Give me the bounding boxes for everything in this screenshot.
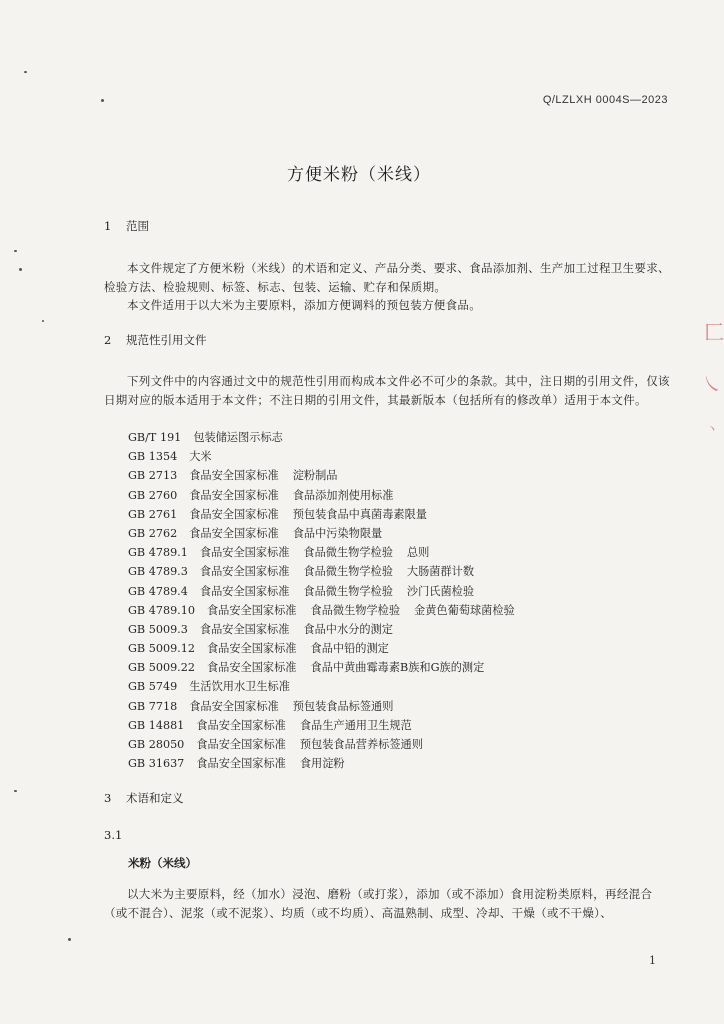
- reference-item: [128, 447, 515, 466]
- section-heading: [104, 218, 149, 234]
- reference-title: 包装储运图示标志: [193, 431, 283, 444]
- reference-item: [128, 486, 515, 505]
- reference-subtitle: 预包装食品中真菌毒素限量: [292, 507, 427, 521]
- reference-title: 大米: [189, 450, 212, 464]
- section-number: 1: [104, 219, 112, 233]
- reference-code: GB 4789.3: [128, 565, 188, 579]
- reference-item: [128, 716, 515, 735]
- reference-code: GB 2761: [128, 507, 178, 521]
- reference-title: 食品安全国家标准: [199, 565, 290, 579]
- reference-title: 食品安全国家标准: [189, 699, 279, 713]
- reference-code: GB 1354: [128, 450, 178, 464]
- reference-item: [128, 543, 515, 562]
- reference-code: GB 31637: [128, 757, 185, 771]
- term-title: 米粉（米线）: [128, 856, 197, 870]
- paragraph: 以大米为主要原料，经（加水）浸泡、磨粉（或打浆），添加（或不添加）食用淀粉类原料，再经混合（或不混合）、泥浆（或不泥浆）、均质（或不均质）、高温熟制、成型、冷却、干燥（或不干燥）、: [104, 887, 653, 920]
- subsection-number: 3.1: [104, 828, 123, 842]
- reference-item: [128, 524, 515, 543]
- section-title: 范围: [126, 219, 149, 233]
- section-number: 2: [104, 333, 112, 347]
- reference-item: [128, 639, 515, 658]
- scan-speck: [14, 790, 17, 792]
- reference-item: [128, 582, 515, 601]
- reference-title: 食品安全国家标准: [199, 546, 290, 560]
- reference-subtitle: 预包装食品标签通则: [292, 699, 394, 713]
- reference-subtitle: 食品微生物学检验: [310, 603, 401, 617]
- reference-code: GB 5009.22: [128, 661, 195, 675]
- reference-title: 食品安全国家标准: [196, 757, 286, 771]
- stamp-mark: 丶: [706, 422, 719, 436]
- reference-item: [128, 466, 515, 485]
- reference-subtitle: 食品微生物学检验: [303, 546, 393, 560]
- reference-subtitle: 食品微生物学检验: [303, 565, 393, 579]
- document-code: Q/LZLXH 0004S—2023: [542, 94, 668, 106]
- stamp-mark: 匚: [704, 320, 724, 344]
- section-heading: [104, 332, 207, 348]
- reference-subtitle: 食品生产通用卫生规范: [299, 718, 412, 732]
- reference-subtitle: 大肠菌群计数: [406, 565, 475, 579]
- reference-subtitle: 淀粉制品: [292, 469, 338, 483]
- reference-code: GB 7718: [128, 699, 178, 713]
- reference-code: GB/T 191: [128, 431, 182, 444]
- reference-subtitle: 总则: [406, 546, 430, 560]
- section-number: 3: [104, 791, 112, 805]
- reference-code: GB 4789.1: [128, 546, 188, 560]
- reference-title: 食品安全国家标准: [189, 469, 279, 483]
- reference-code: GB 14881: [128, 718, 185, 732]
- reference-item: [128, 601, 515, 620]
- reference-title: 食品安全国家标准: [206, 661, 297, 675]
- section-title: 术语和定义: [126, 791, 184, 805]
- reference-title: 食品安全国家标准: [196, 738, 286, 751]
- reference-title: 食品安全国家标准: [189, 488, 279, 502]
- paragraph: 本文件规定了方便米粉（米线）的术语和定义、产品分类、要求、食品添加剂、生产加工过程卫生要求、检验方法、检验规则、标签、标志、包装、运输、贮存和保质期。: [104, 261, 670, 294]
- reference-subtitle: 食品中污染物限量: [292, 526, 383, 540]
- reference-subtitle: 食品中铅的测定: [310, 642, 389, 656]
- reference-code: GB 5009.12: [128, 642, 195, 656]
- scan-speck: [101, 99, 104, 102]
- reference-code: GB 28050: [128, 738, 185, 751]
- reference-title: 食品安全国家标准: [199, 584, 290, 598]
- reference-title: 食品安全国家标准: [199, 622, 290, 636]
- reference-subtitle: 预包装食品营养标签通则: [299, 738, 423, 751]
- reference-subtitle: 食品中黄曲霉毒素B族和G族的测定: [310, 661, 485, 675]
- reference-subtitle: 食用淀粉: [299, 757, 345, 771]
- reference-subtitle: 食品微生物学检验: [303, 584, 393, 598]
- scan-speck: [19, 268, 22, 271]
- reference-code: GB 4789.4: [128, 584, 188, 598]
- reference-title: 生活饮用水卫生标准: [189, 680, 290, 694]
- reference-item: [128, 658, 515, 677]
- scan-speck: [14, 250, 17, 252]
- section-title: 规范性引用文件: [126, 333, 207, 347]
- reference-item: [128, 505, 515, 524]
- reference-subtitle: 金黄色葡萄球菌检验: [414, 603, 515, 617]
- reference-title: 食品安全国家标准: [189, 507, 279, 521]
- document-title: 方便米粉（米线）: [287, 165, 431, 185]
- reference-subtitle: 沙门氏菌检验: [406, 584, 475, 598]
- scan-speck: [42, 320, 44, 322]
- reference-code: GB 2762: [128, 526, 178, 540]
- reference-code: GB 5009.3: [128, 622, 188, 636]
- paragraph: 下列文件中的内容通过文中的规范性引用而构成本文件必不可少的条款。其中，注日期的引用文件，仅该日期对应的版本适用于本文件；不注日期的引用文件，其最新版本（包括所有的修改单）适用于本文件。: [104, 374, 670, 407]
- reference-item: [128, 562, 515, 581]
- reference-item: [128, 754, 515, 773]
- reference-title: 食品安全国家标准: [189, 526, 279, 540]
- scan-speck: [68, 938, 71, 941]
- reference-list: [128, 428, 515, 773]
- reference-code: GB 5749: [128, 680, 178, 694]
- reference-code: GB 4789.10: [128, 603, 195, 617]
- reference-item: [128, 620, 515, 639]
- reference-item: [128, 697, 515, 716]
- reference-title: 食品安全国家标准: [206, 642, 297, 656]
- reference-item: [128, 428, 515, 447]
- page-number: 1: [649, 954, 656, 967]
- reference-item: [128, 735, 515, 754]
- reference-title: 食品安全国家标准: [196, 718, 286, 732]
- reference-code: GB 2760: [128, 488, 178, 502]
- reference-subtitle: 食品添加剂使用标准: [292, 488, 394, 502]
- reference-subtitle: 食品中水分的测定: [303, 622, 393, 636]
- reference-title: 食品安全国家标准: [206, 603, 297, 617]
- reference-item: [128, 677, 515, 696]
- section-heading: [104, 790, 184, 806]
- stamp-mark: ㇏: [702, 372, 722, 396]
- reference-code: GB 2713: [128, 469, 178, 483]
- scan-speck: [24, 71, 27, 73]
- paragraph: 本文件适用于以大米为主要原料，添加方便调料的预包装方便食品。: [127, 298, 481, 312]
